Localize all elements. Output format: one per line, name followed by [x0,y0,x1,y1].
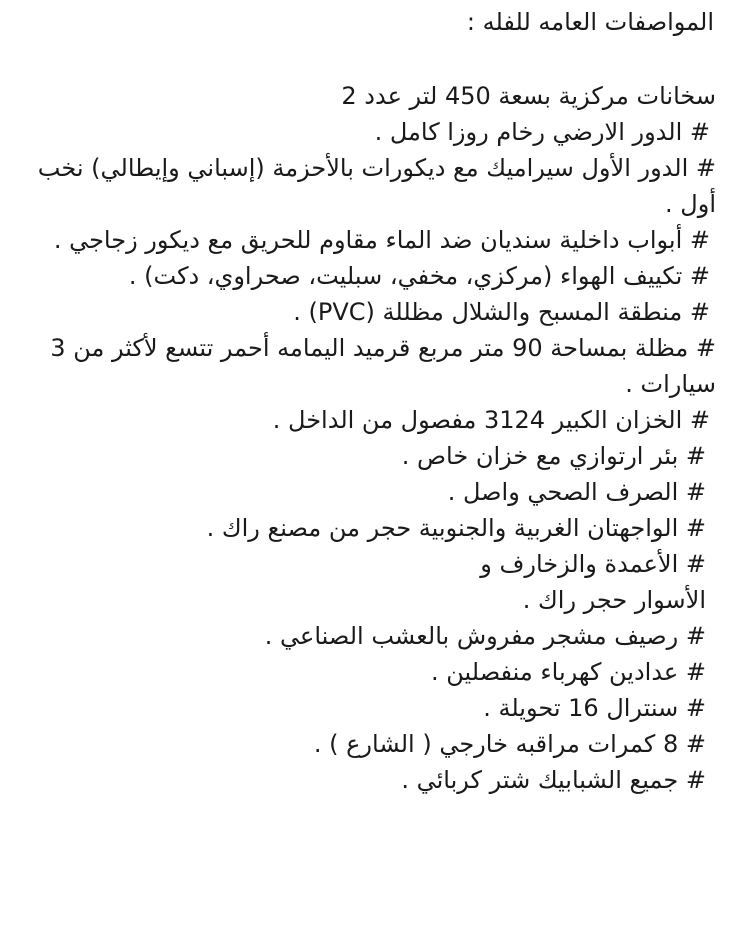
spec-line: # أبواب داخلية سنديان ضد الماء مقاوم للحريق مع ديكور زجاجي . [53,226,710,254]
spec-line: # جميع الشبابيك شتر كربائي . [401,766,706,794]
spec-line: # مظلة بمساحة 90 متر مربع قرميد اليمامه أحمر تتسع لأكثر من 3 سيارات . [50,334,716,398]
spec-line: # 8 كمرات مراقبه خارجي ( الشارع ) . [313,730,706,758]
spec-line: # الصرف الصحي واصل . [447,478,706,506]
document-title: المواصفات العامه للفله : [466,8,714,36]
spec-line: # بئر ارتوازي مع خزان خاص . [401,442,706,470]
spec-line: # تكييف الهواء (مركزي، مخفي، سبليت، صحراوي، دكت) . [128,262,710,290]
spec-line: # الأعمدة والزخارف و [480,550,706,578]
spec-line: # الواجهتان الغربية والجنوبية حجر من مصنع راك . [206,514,706,542]
spec-line: # رصيف مشجر مفروش بالعشب الصناعي . [264,622,706,650]
spec-line: # سنترال 16 تحويلة . [483,694,706,722]
spec-line: # عدادين كهرباء منفصلين . [431,658,706,686]
spec-line: الأسوار حجر راك . [522,586,706,614]
spec-line: # منطقة المسبح والشلال مظللة (PVC) . [293,298,710,326]
spec-line: # الدور الارضي رخام روزا كامل . [374,118,710,146]
specifications-list [16,78,716,798]
spec-line: سخانات مركزية بسعة 450 لتر عدد 2 [341,82,716,110]
spec-line: # الدور الأول سيراميك مع ديكورات بالأحزمة (إسباني وإيطالي) نخب أول . [37,154,716,218]
spec-line: # الخزان الكبير 3124 مفصول من الداخل . [272,406,710,434]
